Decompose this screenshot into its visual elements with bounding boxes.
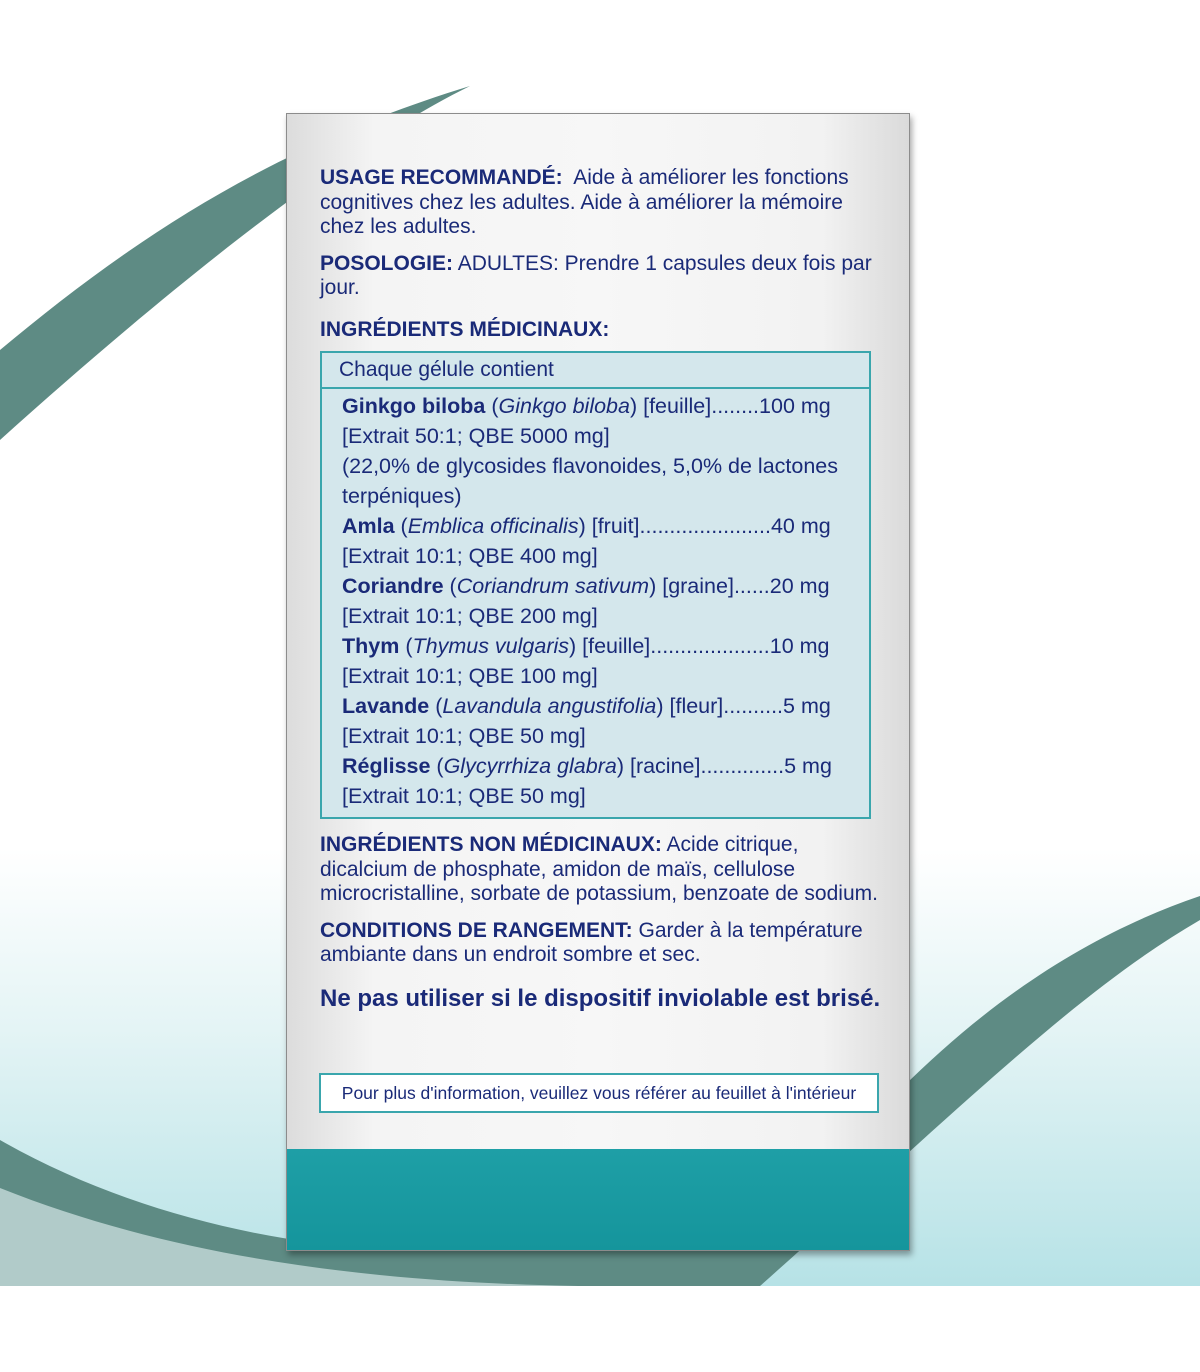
ingredient-latin: Thymus vulgaris	[412, 634, 569, 658]
footer-color-band	[287, 1149, 909, 1250]
ingredient-list	[322, 389, 869, 817]
info-note-text: Pour plus d'information, veuillez vous référer au feuillet à l'intérieur	[341, 1083, 857, 1103]
label-content	[320, 166, 888, 1014]
ingredient-line: Réglisse (Glycyrrhiza glabra) [racine]..............5 mg	[342, 754, 832, 778]
ingredient-part: [graine]	[662, 574, 734, 598]
ingredient-latin: Emblica officinalis	[407, 514, 579, 538]
ingredient-amount: 100 mg	[759, 394, 831, 418]
product-label-panel	[286, 113, 910, 1251]
ingredient-note: (22,0% de glycosides flavonoides, 5,0% de lactones	[342, 454, 839, 478]
medicinal-ingredients-heading: INGRÉDIENTS MÉDICINAUX:	[320, 317, 610, 341]
ingredient-part: [fruit]	[591, 514, 640, 538]
ingredient-line: Lavande (Lavandula angustifolia) [fleur]..........5 mg	[342, 694, 831, 718]
ingredient-name: Thym	[342, 634, 400, 658]
ingredient-extract: [Extrait 10:1; QBE 100 mg]	[342, 664, 598, 688]
ingredient-part: [feuille]	[643, 394, 712, 418]
non-medicinal-label: INGRÉDIENTS NON MÉDICINAUX:	[320, 833, 662, 856]
ingredient-dots: ..............	[700, 754, 785, 778]
ingredient-name: Réglisse	[342, 754, 431, 778]
dosage-label: POSOLOGIE:	[320, 251, 454, 275]
ingredient-line: Amla (Emblica officinalis) [fruit]......................40 mg	[342, 514, 831, 538]
non-medicinal-section	[320, 833, 888, 907]
box-header: Chaque gélule contient	[322, 353, 869, 389]
ingredient-amount: 5 mg	[783, 694, 831, 718]
storage-label: CONDITIONS DE RANGEMENT:	[320, 918, 633, 942]
ingredient-name: Coriandre	[342, 574, 444, 598]
ingredient-extract: [Extrait 50:1; QBE 5000 mg]	[342, 424, 610, 448]
ingredient-name: Lavande	[342, 694, 430, 718]
storage-text: Garder à la température ambiante dans un endroit sombre et sec.	[320, 918, 863, 966]
ingredient-part: [racine]	[629, 754, 701, 778]
ingredient-latin: Coriandrum sativum	[456, 574, 650, 598]
dosage-section	[320, 252, 888, 301]
storage-section	[320, 919, 888, 968]
ingredient-latin: Ginkgo biloba	[498, 394, 630, 418]
ingredient-extract: [Extrait 10:1; QBE 200 mg]	[342, 604, 598, 628]
medicinal-ingredients-box	[320, 351, 871, 819]
ingredient-dots: ......................	[639, 514, 771, 538]
ingredient-dots: ........	[711, 394, 760, 418]
tamper-warning: Ne pas utiliser si le dispositif inviolable est brisé.	[320, 984, 881, 1012]
dosage-text: ADULTES: Prendre 1 capsules deux fois par jour.	[320, 251, 872, 299]
ingredient-note: terpéniques)	[342, 484, 462, 508]
ingredient-part: [feuille]	[582, 634, 651, 658]
ingredient-dots: ......	[733, 574, 770, 598]
ingredient-line: Thym (Thymus vulgaris) [feuille]....................10 mg	[342, 634, 830, 658]
ingredient-extract: [Extrait 10:1; QBE 50 mg]	[342, 724, 586, 748]
info-note-box	[319, 1073, 879, 1113]
ingredient-name: Ginkgo biloba	[342, 394, 486, 418]
ingredient-amount: 5 mg	[784, 754, 832, 778]
ingredient-line: Ginkgo biloba (Ginkgo biloba) [feuille]........100 mg	[342, 394, 831, 418]
ingredient-part: [fleur]	[669, 694, 724, 718]
ingredient-dots: ..........	[723, 694, 784, 718]
ingredient-latin: Lavandula angustifolia	[442, 694, 657, 718]
ingredient-amount: 10 mg	[769, 634, 830, 658]
usage-section	[320, 166, 888, 240]
usage-text: Aide à améliorer les fonctions cognitives chez les adultes. Aide à améliorer la mémoire chez les adultes.	[320, 166, 849, 238]
usage-label: USAGE RECOMMANDÉ:	[320, 166, 563, 189]
ingredient-dots: ....................	[650, 634, 770, 658]
ingredient-line: Coriandre (Coriandrum sativum) [graine]......20 mg	[342, 574, 830, 598]
ingredient-extract: [Extrait 10:1; QBE 50 mg]	[342, 784, 586, 808]
ingredient-latin: Glycyrrhiza glabra	[443, 754, 617, 778]
ingredient-amount: 40 mg	[770, 514, 831, 538]
ingredient-extract: [Extrait 10:1; QBE 400 mg]	[342, 544, 598, 568]
non-medicinal-text: Acide citrique, dicalcium de phosphate, amidon de maïs, cellulose microcristalline, sorbate de potassium, benzoate de sodium.	[320, 833, 878, 905]
ingredient-name: Amla	[342, 514, 395, 538]
ingredient-amount: 20 mg	[769, 574, 830, 598]
